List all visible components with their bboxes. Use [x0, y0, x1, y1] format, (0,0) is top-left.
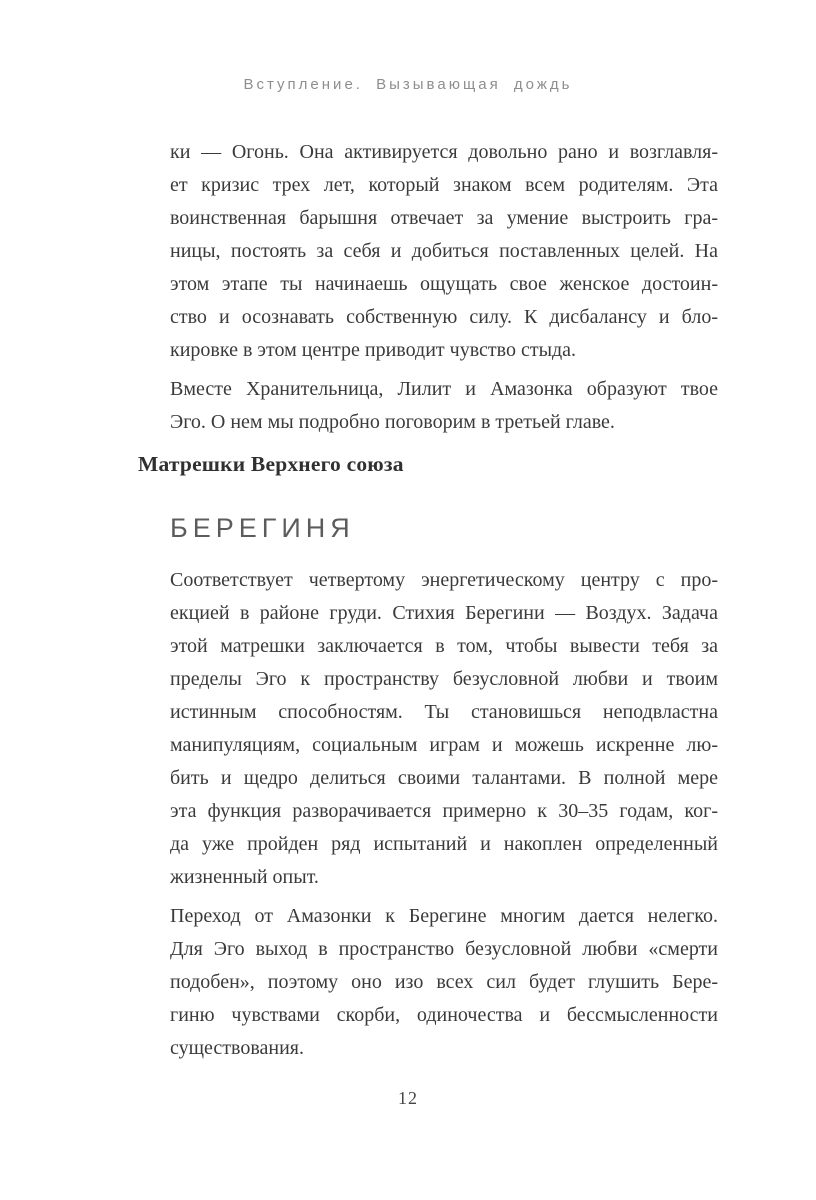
text-line: манипуляциям, социальным играм и можешь искренне лю-	[170, 734, 718, 756]
text-line: да уже пройден ряд испытаний и накоплен определенный	[170, 833, 718, 855]
text-line: ки — Огонь. Она активируется довольно рано и возглавля-	[170, 141, 718, 163]
text-line: кировке в этом центре приводит чувство стыда.	[170, 339, 577, 361]
text-line: подобен», поэтому оно изо всех сил будет глушить Бере-	[170, 971, 718, 993]
text-line: Соответствует четвертому энергетическому центру с про-	[170, 569, 718, 591]
text-line: жизненный опыт.	[170, 866, 319, 888]
paragraph-4	[170, 900, 718, 1065]
text-line: Для Эго выход в пространство безусловной любви «смерти	[170, 938, 718, 960]
text-line: Эго. О нем мы подробно поговорим в третьей главе.	[170, 411, 615, 433]
text-line: пределы Эго к пространству безусловной любви и твоим	[170, 668, 718, 690]
text-line: воинственная барышня отвечает за умение выстроить гра-	[170, 207, 718, 229]
paragraph-1	[170, 136, 718, 367]
text-line: этом этапе ты начинаешь ощущать свое женское достоин-	[170, 273, 718, 295]
text-line: эта функция разворачивается примерно к 30–35 годам, ког-	[170, 800, 718, 822]
text-column	[138, 136, 718, 1071]
subheading: Матрешки Верхнего союза	[138, 452, 404, 476]
text-line: гиню чувствами скорби, одиночества и бессмысленности	[170, 1004, 718, 1026]
section-title: БЕРЕГИНЯ	[170, 513, 355, 543]
text-line: ницы, постоять за себя и добиться поставленных целей. На	[170, 240, 718, 262]
text-line: Переход от Амазонки к Берегине многим дается нелегко.	[170, 905, 718, 927]
page-number: 12	[398, 1088, 418, 1108]
text-line: Вместе Хранительница, Лилит и Амазонка образуют твое	[170, 378, 718, 400]
text-line: истинным способностям. Ты становишься неподвластна	[170, 701, 718, 723]
text-line: бить и щедро делиться своими талантами. В полной мере	[170, 767, 718, 789]
running-head: Вступление. Вызывающая дождь	[243, 76, 573, 93]
text-line: екцией в районе груди. Стихия Берегини — Воздух. Задача	[170, 602, 718, 624]
text-line: ет кризис трех лет, который знаком всем родителям. Эта	[170, 174, 718, 196]
text-line: существования.	[170, 1037, 304, 1059]
text-line: ство и осознавать собственную силу. К дисбалансу и бло-	[170, 306, 718, 328]
text-line: этой матрешки заключается в том, чтобы вывести тебя за	[170, 635, 718, 657]
paragraph-3	[170, 564, 718, 894]
paragraph-2	[170, 373, 718, 439]
